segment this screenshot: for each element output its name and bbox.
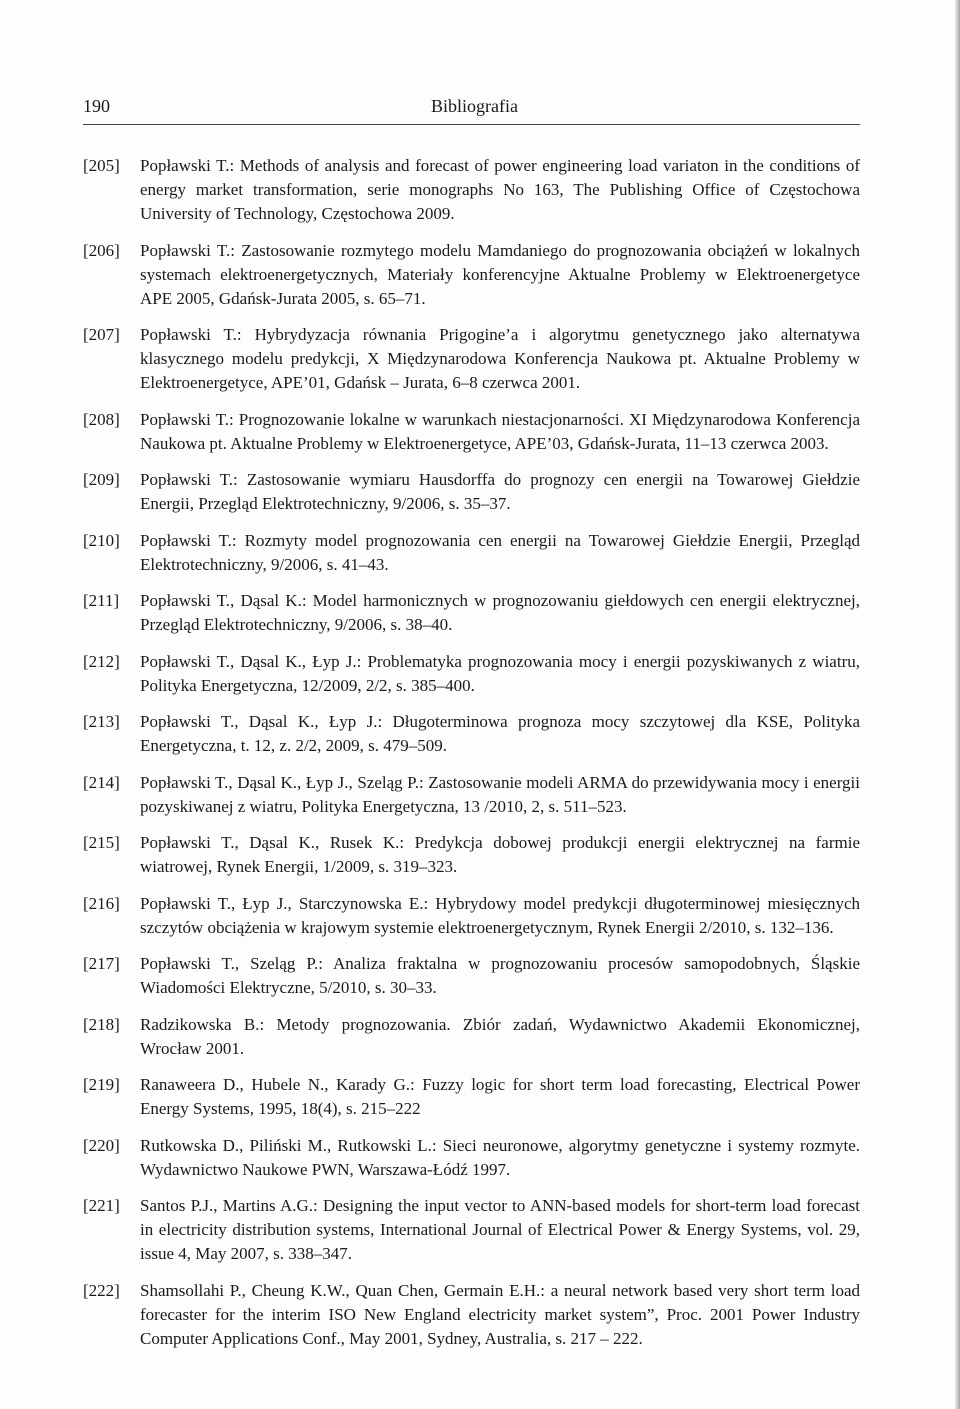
entry-text: Santos P.J., Martins A.G.: Designing the input vector to ANN-based models for short-term load forecast in electricity distribution systems, International Journal of Electrical Power & Energy Systems, vol. 29, issue 4, May 2007, s. 338–347. [140, 1196, 860, 1263]
entry-number: [206] [83, 240, 120, 260]
entry-number: [209] [83, 470, 120, 489]
page-header [83, 96, 860, 125]
entry-text: Shamsollahi P., Cheung K.W., Quan Chen, Germain E.H.: a neural network based very short term load forecaster for the interim ISO New England electricity market system”, Proc. 2001 Power Industry Computer Applications Conf., May 2001, Sydney, Australia, s. 217 – 222. [140, 1280, 860, 1348]
entry-text: Popławski T.: Rozmyty model prognozowania cen energii na Towarowej Giełdzie Energii, Przegląd Elektrotechniczny, 9/2006, s. 41–43. [140, 530, 860, 574]
bibliography-entry [83, 1194, 860, 1266]
bibliography-entry [83, 154, 860, 226]
entry-text: Popławski T.: Zastosowanie wymiaru Hausdorffa do prognozy cen energii na Towarowej Giełdzie Energii, Przegląd Elektrotechniczny, 9/2006, s. 35–37. [140, 470, 860, 513]
entry-number: [205] [83, 156, 120, 175]
running-title: Bibliografia [431, 96, 518, 116]
entry-number: [215] [83, 833, 120, 852]
page-edge-shadow [954, 0, 960, 1409]
entry-number: [219] [83, 1075, 120, 1094]
entry-number: [210] [83, 530, 120, 550]
entry-number: [211] [83, 591, 120, 610]
bibliography-entry [83, 710, 860, 758]
entry-number: [213] [83, 712, 120, 731]
entry-number: [208] [83, 409, 120, 429]
entry-text: Popławski T., Szeląg P.: Analiza fraktalna w prognozowaniu procesów samopodobnych, Śląskie Wiadomości Elektryczne, 5/2010, s. 30–33. [140, 954, 860, 997]
bibliography-entry [83, 650, 860, 698]
page-number: 190 [83, 96, 110, 116]
entry-text: Rutkowska D., Piliński M., Rutkowski L.: Sieci neuronowe, algorytmy genetyczne i systemy rozmyte. Wydawnictwo Naukowe PWN, Warszawa-Łódź 1997. [140, 1135, 860, 1179]
bibliography-entry [83, 1134, 860, 1182]
entry-number: [221] [83, 1196, 120, 1215]
entry-text: Popławski T., Dąsal K., Łyp J.: Problematyka prognozowania mocy i energii pozyskiwanych z wiatru, Polityka Energetyczna, 12/2009, 2/2, s. 385–400. [140, 651, 860, 695]
bibliography-entry [83, 952, 860, 1000]
bibliography-entry [83, 323, 860, 395]
entry-text: Popławski T., Dąsal K., Rusek K.: Predykcja dobowej produkcji energii elektrycznej na farmie wiatrowej, Rynek Energii, 1/2009, s. 319–323. [140, 833, 860, 876]
entry-number: [220] [83, 1135, 120, 1155]
entry-text: Popławski T., Dąsal K.: Model harmonicznych w prognozowaniu giełdowych cen energii elektrycznej, Przegląd Elektrotechniczny, 9/2006, s. 38–40. [140, 591, 860, 634]
entry-text: Popławski T.: Prognozowanie lokalne w warunkach niestacjonarności. XI Międzynarodowa Konferencja Naukowa pt. Aktualne Problemy w Elektroenergetyce, APE’03, Gdańsk-Jurata, 11–13 czerwca 2003. [140, 409, 860, 453]
entry-number: [218] [83, 1014, 120, 1034]
entry-number: [217] [83, 954, 120, 973]
bibliography-entry [83, 408, 860, 456]
entry-number: [222] [83, 1280, 120, 1300]
entry-text: Popławski T., Łyp J., Starczynowska E.: Hybrydowy model predykcji długoterminowej miesięcznych szczytów obciążenia w krajowym systemie elektroenergetycznym, Rynek Energii 2/2010, s. 132–136. [140, 893, 860, 937]
bibliography-entry [83, 1279, 860, 1351]
entry-number: [212] [83, 651, 120, 671]
entry-number: [216] [83, 893, 120, 913]
entry-number: [214] [83, 772, 120, 792]
bibliography-entry [83, 831, 860, 879]
bibliography-entry [83, 1073, 860, 1121]
entry-number: [207] [83, 325, 120, 344]
bibliography-entry [83, 892, 860, 940]
entry-text: Popławski T., Dąsal K., Łyp J., Szeląg P.: Zastosowanie modeli ARMA do przewidywania mocy i energii pozyskiwanej z wiatru, Polityka Energetyczna, 13 /2010, 2, s. 511–523. [140, 772, 860, 816]
entry-text: Popławski T.: Zastosowanie rozmytego modelu Mamdaniego do prognozowania obciążeń w lokalnych systemach elektroenergetycznych, Materiały konferencyjne Aktualne Problemy w Elektroenergetyce APE 2005, Gdańsk-Jurata 2005, s. 65–71. [140, 240, 860, 308]
entry-text: Popławski T., Dąsal K., Łyp J.: Długoterminowa prognoza mocy szczytowej dla KSE, Polityka Energetyczna, t. 12, z. 2/2, 2009, s. 479–509. [140, 712, 860, 755]
bibliography-entry [83, 529, 860, 577]
bibliography-entry [83, 239, 860, 311]
bibliography-entry [83, 1013, 860, 1061]
bibliography-entry [83, 589, 860, 637]
entry-text: Radzikowska B.: Metody prognozowania. Zbiór zadań, Wydawnictwo Akademii Ekonomicznej, Wrocław 2001. [140, 1014, 860, 1058]
bibliography-entry [83, 771, 860, 819]
entry-text: Popławski T.: Hybrydyzacja równania Prigogine’a i algorytmu genetycznego jako alternatywa klasycznego modelu predykcji, X Międzynarodowa Konferencja Naukowa pt. Aktualne Problemy w Elektroenergetyce, APE’01, Gdańsk – Jurata, 6–8 czerwca 2001. [140, 325, 860, 392]
bibliography-list [83, 154, 860, 1363]
bibliography-entry [83, 468, 860, 516]
entry-text: Ranaweera D., Hubele N., Karady G.: Fuzzy logic for short term load forecasting, Electrical Power Energy Systems, 1995, 18(4), s. 215–222 [140, 1075, 860, 1118]
entry-text: Popławski T.: Methods of analysis and forecast of power engineering load variaton in the conditions of energy market transformation, serie monographs No 163, The Publishing Office of Częstochowa University of Technology, Częstochowa 2009. [140, 156, 860, 223]
